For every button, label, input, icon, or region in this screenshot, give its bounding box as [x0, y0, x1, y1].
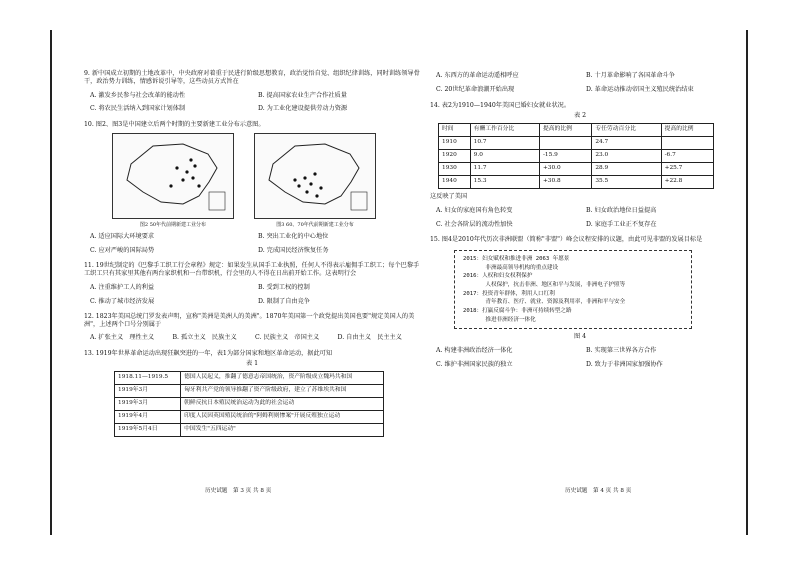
question-stem: 10. 图2、图3是中国建立后两个时期的主要新建工业分布示意图。 — [84, 121, 265, 128]
table-cell: 1918.11—1919.5 — [115, 372, 181, 385]
box-line: 推进非洲经济一体化 — [463, 316, 536, 323]
right-page — [430, 72, 730, 377]
options — [90, 284, 420, 306]
table-cell: 1919年3月 — [115, 385, 181, 398]
option-a: A. 妇女的家庭国有角色转变 — [436, 206, 513, 214]
box-line: 非洲最高领导机构的重点建设 — [463, 264, 559, 271]
table-cell: 匈牙利共产党的领导推翻了资产阶级政府，建立了苏维埃共和国 — [181, 385, 384, 398]
question-stem: 15. 图4是2010年代历次非洲联盟（简称"非盟"）峰会议程安排的议题，由此可见非盟的发展目标是 — [430, 236, 703, 244]
table-row — [439, 137, 714, 150]
option-c: C. 社会各阶层的流动性加快 — [436, 220, 513, 228]
table-cell: +30.8 — [539, 176, 591, 189]
box-line: 青年教育、医疗、就业、资源及利用率，非洲和平与安全 — [463, 299, 626, 306]
map-caption: 图3 60、70年代前期新建工业分布 — [276, 221, 354, 228]
option-c: C. 维护非洲国家民族的独立 — [436, 360, 513, 368]
question-14 — [430, 102, 730, 229]
option-a: A. 构建非洲政治经济一体化 — [436, 347, 513, 354]
map-figures — [112, 133, 420, 228]
option-b: B. 孤立主义 民族主义 — [172, 333, 237, 341]
question-11 — [84, 262, 420, 305]
option-c: C. 推动了城市经济发展 — [90, 297, 155, 305]
left-page-footer: 历史试题 第 3 页 共 8 页 — [205, 488, 272, 494]
china-outline-left — [113, 134, 233, 218]
box-line: 2016：人权和妇女权利保护 — [463, 273, 533, 280]
table-row — [115, 372, 384, 385]
options — [436, 347, 730, 369]
table-cell: +22.8 — [661, 176, 713, 189]
table-header: 专任劳动百分比 — [592, 124, 661, 137]
table-cell — [539, 137, 591, 150]
map-caption: 图2 50年代前期新建工业分布 — [139, 221, 207, 228]
option-a: A. 扩张主义 理性主义 — [90, 333, 155, 341]
table-cell: 1919年4月 — [115, 411, 181, 424]
table-row — [439, 150, 714, 163]
option-d: D. 完成国民经济恢复任务 — [258, 246, 329, 254]
figure-caption: 图 4 — [573, 333, 587, 341]
question-stem: 14. 表2为1910—1940年美国已婚妇女就业状况。 — [430, 101, 571, 109]
table-header: 有酬工作百分比 — [470, 124, 539, 137]
option-d: D. 自由主义 民主主义 — [337, 333, 402, 341]
table-cell: 9.0 — [470, 150, 539, 163]
figure-4-box — [454, 250, 692, 329]
option-b: B. 妇女政治地位日益提高 — [586, 206, 657, 214]
table-cell: 23.0 — [592, 150, 661, 163]
table-row — [115, 424, 384, 437]
table-row — [115, 411, 384, 424]
scan-border-left — [50, 30, 52, 535]
option-b: B. 突出工业化的中心地位 — [258, 232, 329, 240]
table-row — [115, 385, 384, 398]
table-cell: 35.5 — [592, 176, 661, 189]
option-d: D. 为工业化建设提供劳动力资源 — [258, 105, 348, 113]
option-d: D. 革命运动推动帝国主义殖民统治结束 — [586, 85, 694, 93]
option-a: A. 注重维护工人的利益 — [90, 283, 155, 291]
table-header: 提高的比例 — [539, 124, 591, 137]
option-c: C. 20世纪革命浪潮开始出现 — [436, 85, 515, 93]
option-b: B. 实现第三世界各方合作 — [586, 347, 657, 354]
question-10 — [84, 121, 420, 254]
options — [436, 207, 730, 229]
table-cell: 德国人民起义，推翻了德意志帝国统治，资产阶级成立魏玛共和国 — [181, 372, 384, 385]
table-cell: 印度人民因英国殖民统治的"阿姆利则惨案"开展反殖独立运动 — [181, 411, 384, 424]
china-map-left — [112, 133, 234, 228]
table-1 — [114, 371, 384, 437]
option-d: D. 致力于非洲国家加强协作 — [586, 360, 663, 368]
table-cell: 15.3 — [470, 176, 539, 189]
table-row — [439, 176, 714, 189]
box-line: 人权保护，抗击非洲、地区和平与发展，非洲电子护照等 — [463, 281, 626, 288]
table-cell: +25.7 — [661, 163, 713, 176]
question-stem: 11. 19世纪制定的《巴黎手工织工行会章程》规定：如果发生从国手工业执照，任何人不得表示雇佣手工织工；每个巴黎手工织工只有其家里其他有两台家织机和一台带织机，行会里的人不得在日出前开始工作。这表明行会 — [84, 262, 420, 277]
table-cell: 1920 — [439, 150, 471, 163]
option-d: D. 限制了自由竞争 — [258, 297, 310, 305]
table-cell: 1919年5月4日 — [115, 424, 181, 437]
table-header: 时间 — [439, 124, 471, 137]
question-13 — [84, 350, 420, 438]
table-cell — [661, 137, 713, 150]
option-a: A. 激发乡民参与社会改革的能动性 — [90, 91, 186, 99]
table-cell: 朝鲜反抗日本殖民统治运动为此的社会运动 — [181, 398, 384, 411]
table-cell: 1919年3月 — [115, 398, 181, 411]
table-cell: 1940 — [439, 176, 471, 189]
options — [90, 233, 420, 255]
box-line: 2015：妇女赋权和推进非洲 2063 年愿景 — [463, 256, 570, 262]
option-b: B. 提高国家农业生产合作社质量 — [258, 91, 347, 99]
left-page — [84, 70, 420, 437]
option-c: C. 应对严峻的国际局势 — [90, 246, 155, 254]
table-cell: 10.7 — [470, 137, 539, 150]
question-stem: 9. 新中国成立初期的土地改革中，中央政府对着重于民进行阶级思想教育，政治觉悟自觉、组织纪律训练，同时训练领导骨干，政治势力训练，情感诉说引导等，这些动员方式旨在 — [84, 70, 420, 85]
option-b: B. 十月革命影响了各国革命斗争 — [586, 72, 675, 79]
question-13-options — [436, 72, 730, 94]
options — [90, 334, 420, 342]
option-b: B. 受到工权的控制 — [258, 283, 310, 291]
table-cell: 24.7 — [592, 137, 661, 150]
table-2 — [438, 123, 714, 189]
question-9 — [84, 70, 420, 113]
table-row — [439, 163, 714, 176]
table-row — [115, 398, 384, 411]
options — [90, 92, 420, 114]
table-cell: 11.7 — [470, 163, 539, 176]
question-lead: 这反映了美国 — [430, 193, 468, 200]
table-cell: 1910 — [439, 137, 471, 150]
option-a: A. 适应国际大环境要求 — [90, 232, 155, 240]
table-cell: 28.9 — [592, 163, 661, 176]
option-d: D. 家庭手工业正不复存在 — [586, 220, 657, 228]
question-stem: 13. 1919年世界革命运动出现狂飙突进的一年，表1为部分国家和地区革命运动，据此可知 — [84, 349, 333, 357]
table-cell: -15.9 — [539, 150, 591, 163]
box-line: 2018：打赢反腐斗争：非洲可持续转型之路 — [463, 307, 572, 314]
table-cell: +30.0 — [539, 163, 591, 176]
table-cell: 中国发生"五四运动" — [181, 424, 384, 437]
option-c: C. 民族主义 帝国主义 — [255, 333, 320, 341]
box-line: 2017：投资青年群体，利用人口红利 — [463, 290, 555, 297]
table-caption: 表 2 — [573, 112, 587, 120]
china-map-right — [254, 133, 376, 228]
question-15 — [430, 236, 730, 368]
question-12 — [84, 313, 420, 341]
china-outline-right — [255, 134, 375, 218]
table-caption: 表 1 — [245, 360, 259, 368]
right-page-footer: 历史试题 第 4 页 共 8 页 — [565, 488, 632, 494]
scan-border-right — [746, 30, 748, 535]
option-a: A. 东西方的革命运动遥相呼应 — [436, 72, 519, 79]
table-header: 提高的比例 — [661, 124, 713, 137]
option-c: C. 将农民生活纳入到国家计划体制 — [90, 105, 186, 113]
table-cell: 1930 — [439, 163, 471, 176]
table-cell: -6.7 — [661, 150, 713, 163]
question-stem: 12. 1823年美国总统门罗发表声明，宣称"美洲是美洲人的美洲"。1870年美国第一个政党提出美国也要"规定美国人的美洲"，上述两个口号分别属于 — [84, 313, 415, 328]
